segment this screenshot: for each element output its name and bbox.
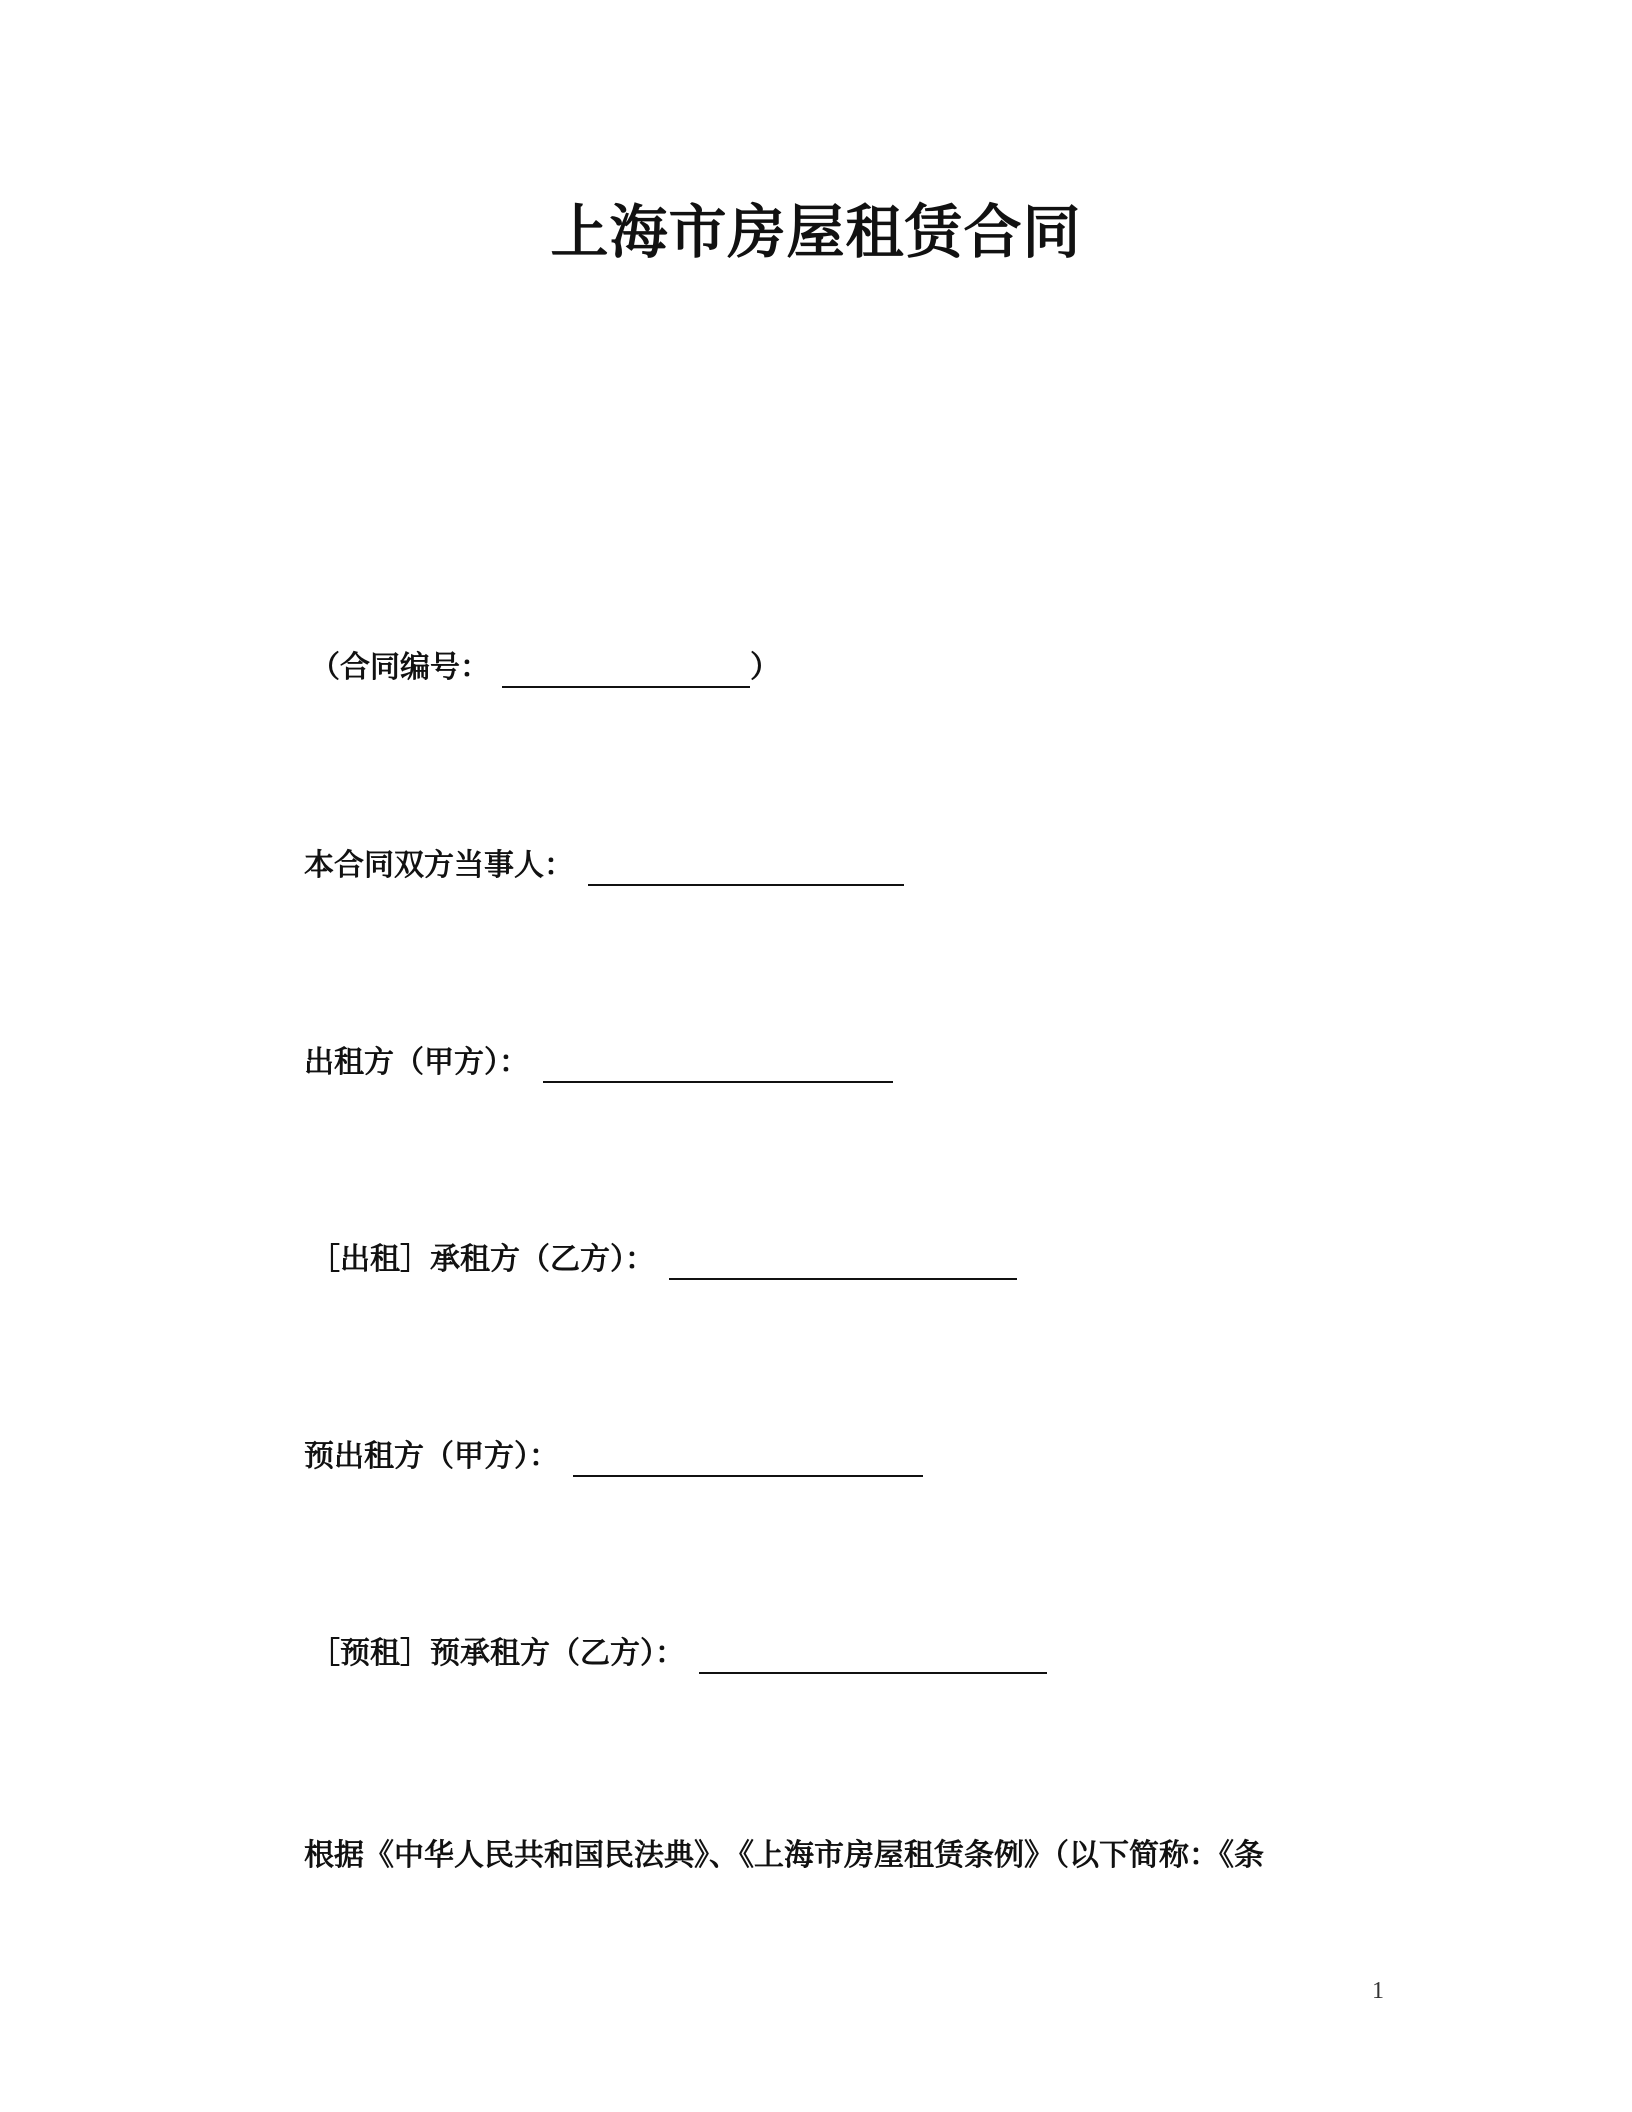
- lessee-row: [310, 1240, 1017, 1280]
- parties-intro-label: 本合同双方当事人：: [304, 848, 574, 883]
- lessee-label: ［出租］承租方（乙方）：: [310, 1242, 655, 1277]
- document-title: 上海市房屋租赁合同: [550, 198, 1082, 266]
- contract-number-label: （合同编号：: [310, 650, 490, 685]
- pre-lessee-label: ［预租］预承租方（乙方）：: [310, 1636, 685, 1671]
- body-paragraph: 根据《中华人民共和国民法典》、《上海市房屋租赁条例》（以下简称：《条: [304, 1838, 1264, 1873]
- contract-number-close: ）: [750, 650, 780, 685]
- pre-lessor-blank: [573, 1441, 923, 1477]
- parties-intro-row: [304, 846, 904, 886]
- lessor-row: [304, 1043, 893, 1083]
- pre-lessor-label: 预出租方（甲方）：: [304, 1439, 559, 1474]
- page-number: 1: [1372, 1978, 1384, 2004]
- lessor-blank: [543, 1047, 893, 1083]
- pre-lessee-blank: [699, 1638, 1047, 1674]
- pre-lessee-row: [310, 1634, 1047, 1674]
- pre-lessor-row: [304, 1437, 923, 1477]
- lessee-blank: [669, 1244, 1017, 1280]
- lessor-label: 出租方（甲方）：: [304, 1045, 529, 1080]
- contract-number-row: [310, 648, 780, 688]
- contract-number-blank: [502, 652, 750, 688]
- parties-intro-blank: [588, 850, 904, 886]
